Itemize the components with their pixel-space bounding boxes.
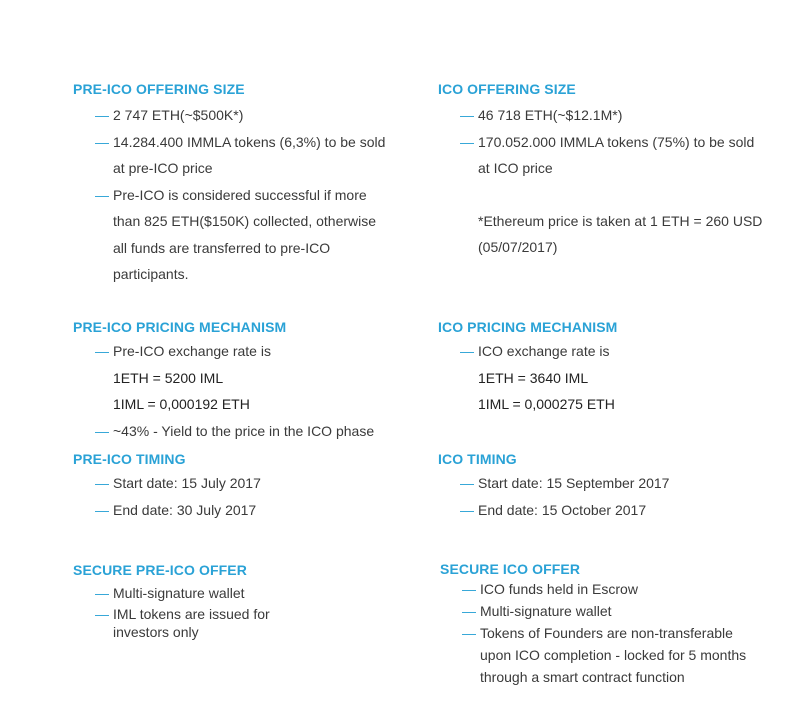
- secure-ico-section: [440, 560, 746, 688]
- list-item-continuation: at ICO price: [478, 160, 553, 176]
- dash-bullet: —: [95, 133, 109, 150]
- secure-pre-ico-title: SECURE PRE-ICO OFFER: [73, 562, 247, 578]
- list-item: — 14.284.400 IMMLA tokens (6,3%) to be sold: [73, 129, 385, 156]
- dash-bullet: —: [95, 606, 109, 622]
- pre-ico-timing-section: [73, 450, 261, 523]
- dash-bullet: —: [462, 603, 476, 619]
- eth-price-note-date: (05/07/2017): [478, 239, 558, 255]
- dash-bullet: —: [462, 581, 476, 597]
- ico-timing-title: ICO TIMING: [438, 451, 517, 467]
- list-item: — ~43% - Yield to the price in the ICO phase: [73, 418, 374, 445]
- secure-ico-title: SECURE ICO OFFER: [440, 561, 581, 577]
- dash-bullet: —: [95, 475, 109, 491]
- pre-ico-pricing-extra-list: [73, 418, 374, 445]
- ico-offering-list: [438, 102, 762, 182]
- list-item-continuation: upon ICO completion - locked for 5 months: [480, 647, 747, 663]
- list-item: — Start date: 15 July 2017: [73, 470, 261, 497]
- pre-ico-rate-iml: 1IML = 0,000192 ETH: [113, 396, 250, 412]
- list-item: — Tokens of Founders are non-transferable: [440, 622, 746, 644]
- pre-ico-offering-title: PRE-ICO OFFERING SIZE: [73, 81, 245, 97]
- dash-bullet: —: [95, 107, 109, 123]
- pre-ico-timing-title: PRE-ICO TIMING: [73, 451, 186, 467]
- ico-offering-section: [438, 80, 762, 261]
- list-item: — Multi-signature wallet: [73, 582, 270, 604]
- list-item: — Pre-ICO is considered successful if more: [73, 182, 385, 209]
- list-item: — ICO exchange rate is: [438, 338, 617, 365]
- list-item: — IML tokens are issued for: [95, 606, 270, 622]
- dash-bullet: —: [95, 501, 109, 518]
- pre-ico-pricing-section: [73, 318, 374, 444]
- secure-pre-ico-list: [73, 582, 270, 641]
- list-item-continuation: participants.: [113, 266, 189, 282]
- pre-ico-pricing-list: [73, 338, 374, 365]
- list-item: — Start date: 15 September 2017: [438, 470, 669, 497]
- list-item-continuation: all funds are transferred to pre-ICO: [113, 239, 331, 256]
- list-item: — End date: 30 July 2017: [73, 497, 261, 524]
- pre-ico-offering-section: [73, 80, 385, 288]
- list-item: — 46 718 ETH(~$12.1M*): [438, 102, 762, 129]
- ico-pricing-list: [438, 338, 617, 365]
- eth-price-note: *Ethereum price is taken at 1 ETH = 260 USD: [478, 212, 763, 229]
- list-item: — 170.052.000 IMMLA tokens (75%) to be sold: [438, 129, 762, 156]
- dash-bullet: —: [460, 475, 474, 491]
- list-item-continuation: than 825 ETH($150K) collected, otherwise: [113, 213, 377, 229]
- list-item-continuation: through a smart contract function: [480, 669, 685, 685]
- ico-pricing-title: ICO PRICING MECHANISM: [438, 319, 618, 335]
- pre-ico-offering-list: [73, 102, 385, 288]
- secure-pre-ico-section: [73, 561, 270, 641]
- pre-ico-timing-list: [73, 470, 261, 523]
- dash-bullet: —: [460, 501, 474, 518]
- dash-bullet: —: [95, 186, 109, 203]
- dash-bullet: —: [460, 107, 474, 123]
- dash-bullet: —: [95, 343, 109, 359]
- list-item: — Multi-signature wallet: [440, 600, 746, 622]
- ico-pricing-section: [438, 318, 617, 418]
- dash-bullet: —: [460, 343, 474, 359]
- ico-timing-list: [438, 470, 669, 523]
- list-item-continuation: investors only: [113, 624, 199, 640]
- pre-ico-rate-eth: 1ETH = 5200 IML: [113, 369, 224, 386]
- dash-bullet: —: [462, 625, 476, 641]
- secure-ico-list: [440, 578, 746, 688]
- list-item: — 2 747 ETH(~$500K*): [73, 102, 385, 129]
- list-item: — ICO funds held in Escrow: [440, 578, 746, 600]
- dash-bullet: —: [95, 585, 109, 601]
- ico-timing-section: [438, 450, 669, 523]
- ico-rate-eth: 1ETH = 3640 IML: [478, 369, 589, 386]
- pre-ico-pricing-title: PRE-ICO PRICING MECHANISM: [73, 319, 287, 335]
- dash-bullet: —: [95, 422, 109, 439]
- list-item: — End date: 15 October 2017: [438, 497, 669, 524]
- ico-offering-title: ICO OFFERING SIZE: [438, 81, 576, 97]
- ico-rate-iml: 1IML = 0,000275 ETH: [478, 396, 615, 412]
- dash-bullet: —: [460, 133, 474, 150]
- list-item: — Pre-ICO exchange rate is: [73, 338, 374, 365]
- list-item-continuation: at pre-ICO price: [113, 160, 213, 176]
